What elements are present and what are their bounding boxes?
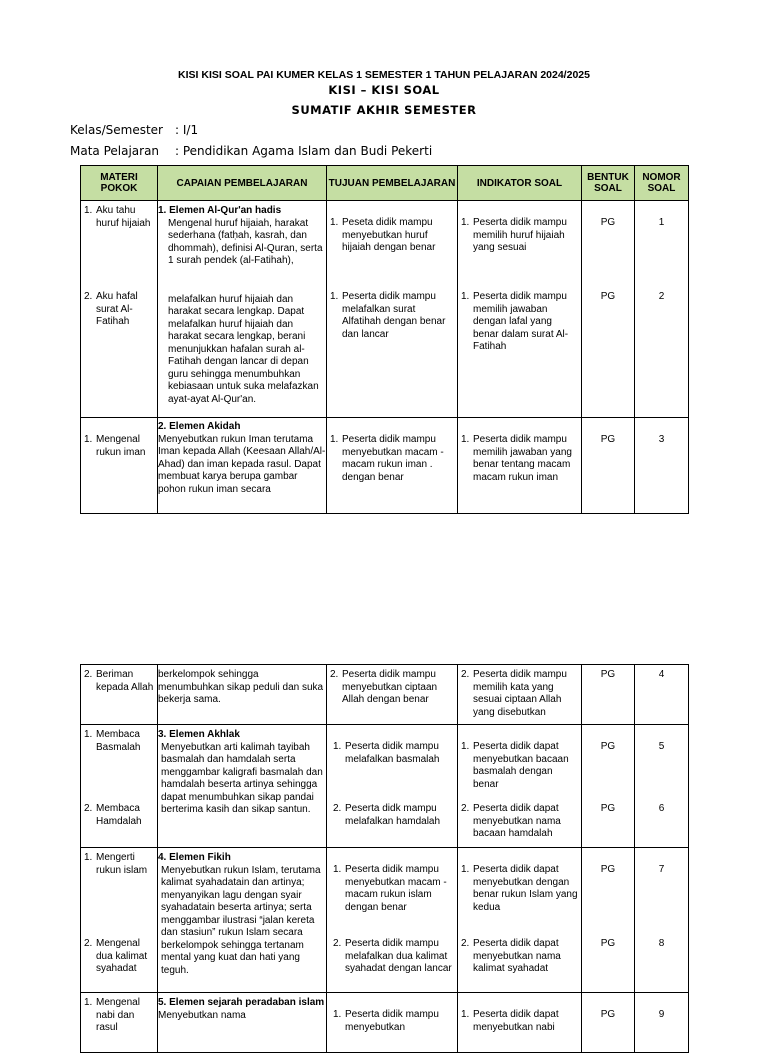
materi-cell xyxy=(81,418,158,514)
table-row xyxy=(81,993,689,1053)
capaian-cell xyxy=(158,993,327,1053)
tujuan-item: 1. Peserta didik mampu menyebutkan macam - macam rukun iman . dengan benar xyxy=(330,434,444,483)
indikator-item: 2. Peserta didik mampu memilih kata yang sesuai ciptaan Allah yang disebutkan xyxy=(461,669,567,718)
document-title: KISI – KISI SOAL xyxy=(328,83,440,97)
materi-cell xyxy=(81,993,158,1053)
mapel-label: Mata Pelajaran xyxy=(70,144,160,158)
col-header-tujuan: TUJUAN PEMBELAJARAN xyxy=(327,166,458,201)
nomor-cell: 4 xyxy=(635,665,689,725)
bentuk-cell: PG xyxy=(582,665,635,725)
indikator-cell xyxy=(458,418,582,514)
table-row xyxy=(81,665,689,725)
capaian-text: melafalkan huruf hijaiah dan harakat secara lengkap. Dapat melafalkan huruf hijaiah dan harakat secara lengkap, berani menunjukkan hafalan surah al-Fatihah dengan lancar di depan guru sehingga menumbuhkan kebiasaan untuk suka melafazkan xyxy=(168,293,319,392)
capaian-text: ayat-ayat Al-Qur'an. xyxy=(168,393,257,405)
capaian-cell xyxy=(158,848,327,993)
tujuan-cell xyxy=(327,848,458,993)
bentuk-cell: PG PG xyxy=(582,201,635,418)
capaian-text: Menyebutkan nama xyxy=(158,1009,246,1021)
materi-item: 2. Mengenal dua kalimat syahadat xyxy=(84,938,148,974)
materi-cell xyxy=(81,725,158,848)
col-header-bentuk: BENTUK SOAL xyxy=(582,166,635,201)
indikator-item: 1. Peserta didik dapat menyebutkan bacaan basmalah dengan benar xyxy=(461,741,569,790)
table-row xyxy=(81,201,689,418)
mata-pelajaran-line xyxy=(70,144,432,158)
materi-cell xyxy=(81,848,158,993)
capaian-text: Menyebutkan arti kalimah tayibah basmalah dan hamdalah serta menggambar kaligrafi basmalah dan hamdalah beserta artinya sehingga dapat menumbuhkan sikap pandai berterima kasih dan sikap santun. xyxy=(161,741,323,815)
kelas-label: Kelas/Semester xyxy=(70,123,163,137)
document-subtitle: SUMATIF AKHIR SEMESTER xyxy=(291,103,477,117)
capaian-heading: 1. Elemen Al-Qur'an hadis xyxy=(158,205,282,216)
indikator-cell xyxy=(458,201,582,418)
capaian-cell xyxy=(158,201,327,418)
materi-item: 1. Membaca Basmalah xyxy=(84,729,141,753)
tujuan-item: 2. Peserta didik mampu menyebutkan ciptaan Allah dengan benar xyxy=(330,669,438,705)
indikator-cell xyxy=(458,725,582,848)
capaian-text: berkelompok sehingga menumbuhkan sikap peduli dan suka bekerja sama. xyxy=(158,669,324,705)
capaian-heading: 5. Elemen sejarah peradaban islam xyxy=(158,997,325,1008)
tujuan-item: 1. Peserta didik mampu melafalkan basmalah xyxy=(333,741,440,765)
kelas-semester-line xyxy=(70,123,198,137)
materi-item: 1. Mengerti rukun islam xyxy=(84,852,148,876)
capaian-heading: 4. Elemen Fikih xyxy=(158,852,231,863)
capaian-cell xyxy=(158,725,327,848)
capaian-heading: 3. Elemen Akhlak xyxy=(158,729,240,740)
indikator-item: 1. Peserta didik mampu memilih jawaban dengan lafal yang benar dalam surat Al-Fatihah xyxy=(461,291,569,352)
capaian-heading: 2. Elemen Akidah xyxy=(158,421,241,432)
table-row xyxy=(81,848,689,993)
indikator-item: 1. Peserta didik mampu memilih jawaban yang benar tentang macam macam rukun iman xyxy=(461,434,572,483)
materi-cell xyxy=(81,665,158,725)
document-top-title: KISI KISI SOAL PAI KUMER KELAS 1 SEMESTER 1 TAHUN PELAJARAN 2024/2025 xyxy=(178,69,590,81)
indikator-item: 1. Peserta didik dapat menyebutkan dengan benar rukun Islam yang kedua xyxy=(461,864,578,913)
indikator-item: 1. Peserta didik dapat menyebutkan nabi xyxy=(461,1009,559,1033)
bentuk-cell: PG PG xyxy=(582,848,635,993)
tujuan-item: 1. Peserta didik mampu menyebutkan xyxy=(333,1009,439,1033)
materi-cell xyxy=(81,201,158,418)
kisi-table-part-2 xyxy=(80,664,689,1053)
tujuan-cell xyxy=(327,993,458,1053)
kelas-value: : I/1 xyxy=(175,123,199,137)
indikator-cell xyxy=(458,848,582,993)
bentuk-cell: PG PG xyxy=(582,725,635,848)
tujuan-cell xyxy=(327,725,458,848)
kisi-table-part-1 xyxy=(80,165,689,514)
col-header-indikator: INDIKATOR SOAL xyxy=(458,166,582,201)
table-row xyxy=(81,725,689,848)
capaian-cell xyxy=(158,418,327,514)
tujuan-cell xyxy=(327,201,458,418)
tujuan-cell xyxy=(327,665,458,725)
nomor-cell: 3 xyxy=(635,418,689,514)
indikator-cell xyxy=(458,993,582,1053)
capaian-cell xyxy=(158,665,327,725)
col-header-materi: MATERI POKOK xyxy=(81,166,158,201)
materi-item: 2. Membaca Hamdalah xyxy=(84,803,142,827)
capaian-text: Mengenal huruf hijaiah, harakat sederhana (fatḥah, kasrah, dan dhommah), definisi Al-Quran, serta 1 surah pendek (al-Fatihah), xyxy=(168,217,323,266)
materi-item: 2. Aku hafal surat Al-Fatihah xyxy=(84,291,138,327)
indikator-item: 2. Peserta didik dapat menyebutkan nama kalimat syahadat xyxy=(461,938,561,974)
bentuk-cell: PG xyxy=(582,993,635,1053)
tujuan-item: 1. Peseta didik mampu menyebutkan huruf hijaiah dengan benar xyxy=(330,217,436,253)
bentuk-cell: PG xyxy=(582,418,635,514)
nomor-cell: 7 8 xyxy=(635,848,689,993)
tujuan-item: 1. Peserta didik mampu menyebutkan macam - macam rukun islam dengan benar xyxy=(333,864,447,913)
table-header-row xyxy=(81,166,689,201)
indikator-item: 2. Peserta didik dapat menyebutkan nama bacaan hamdalah xyxy=(461,803,561,839)
capaian-text: Menyebutkan rukun Islam, terutama kalimat syahadatain dan artinya; menyanyikan lagu dengan syair syahadatain beserta artinya; serta menggambar ilustrasi “jalan kereta dan stasiun” rukun Islam secara berkelompok sehingga tertanam mental yang kuat dan hati yang teguh. xyxy=(161,864,321,976)
capaian-text: Menyebutkan rukun Iman terutama Iman kepada Allah (Keesaan Allah/Al-Ahad) dan iman kepada rasul. Dapat membuat karya berupa gambar pohon rukun iman secara xyxy=(158,433,326,495)
tujuan-cell xyxy=(327,418,458,514)
tujuan-item: 2. Peserta didik mampu melafalkan dua kalimat syahadat dengan lancar xyxy=(333,938,452,974)
materi-item: 2. Beriman kepada Allah xyxy=(84,669,154,693)
indikator-cell xyxy=(458,665,582,725)
indikator-item: 1. Peserta didik mampu memilih huruf hijaiah yang sesuai xyxy=(461,217,567,253)
materi-item: 1. Mengenal nabi dan rasul xyxy=(84,997,140,1033)
col-header-capaian: CAPAIAN PEMBELAJARAN xyxy=(158,166,327,201)
tujuan-item: 2. Peserta didk mampu melafalkan hamdalah xyxy=(333,803,441,827)
nomor-cell: 1 2 xyxy=(635,201,689,418)
materi-item: 1. Mengenal rukun iman xyxy=(84,434,146,458)
table-row xyxy=(81,418,689,514)
tujuan-item: 1. Peserta didik mampu melafalkan surat Alfatihah dengan benar dan lancar xyxy=(330,291,446,340)
nomor-cell: 5 6 xyxy=(635,725,689,848)
materi-item: 1. Aku tahu huruf hijaiah xyxy=(84,205,151,229)
nomor-cell: 9 xyxy=(635,993,689,1053)
col-header-nomor: NOMOR SOAL xyxy=(635,166,689,201)
mapel-value: : Pendidikan Agama Islam dan Budi Pekerti xyxy=(175,144,433,158)
